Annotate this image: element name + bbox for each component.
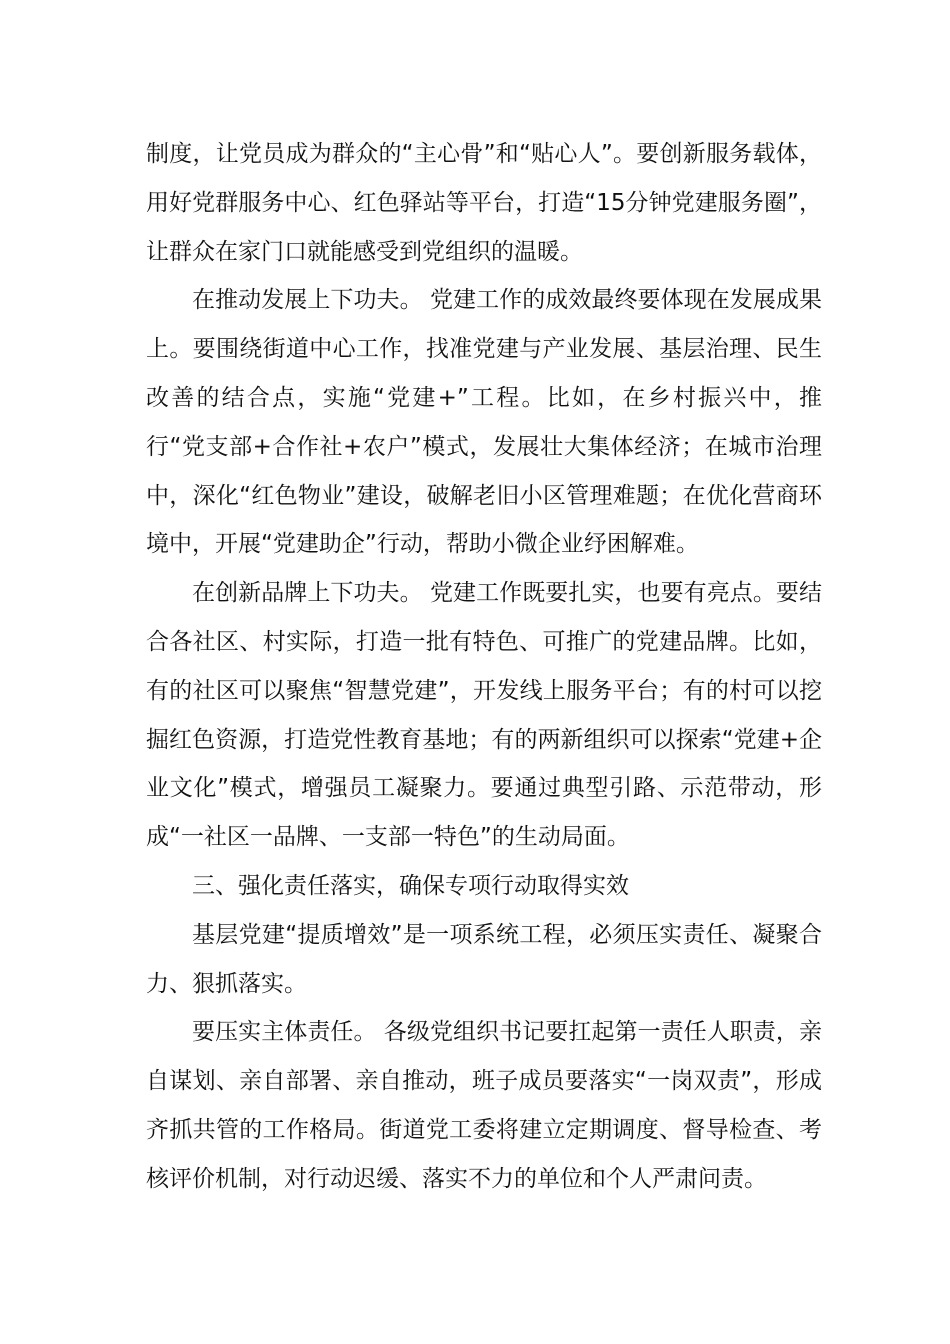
paragraph-2: 在推动发展上下功夫。 党建工作的成效最终要体现在发展成果上。要围绕街道中心工作，找准党建与产业发展、基层治理、民生改善的结合点，实施“党建+”工程。比如，在乡村振兴中，推行“党支部+合作社+农户”模式，发展壮大集体经济；在城市治理中，深化“红色物业”建设，破解老旧小区管理难题；在优化营商环境中，开展“党建助企”行动，帮助小微企业纾困解难。 [146, 287, 822, 558]
paragraph-4: 基层党建“提质增效”是一项系统工程，必须压实责任、凝聚合力、狠抓落实。 [146, 921, 822, 997]
document-body [146, 130, 822, 1204]
paragraph-3: 在创新品牌上下功夫。 党建工作既要扎实，也要有亮点。要结合各社区、村实际，打造一批有特色、可推广的党建品牌。比如，有的社区可以聚焦“智慧党建”，开发线上服务平台；有的村可以挖掘红色资源，打造党性教育基地；有的两新组织可以探索“党建+企业文化”模式，增强员工凝聚力。要通过典型引路、示范带动，形成“一社区一品牌、一支部一特色”的生动局面。 [146, 580, 822, 851]
paragraph-1: 制度，让党员成为群众的“主心骨”和“贴心人”。要创新服务载体，用好党群服务中心、红色驿站等平台，打造“15分钟党建服务圈”，让群众在家门口就能感受到党组织的温暖。 [146, 141, 822, 265]
paragraph-5: 要压实主体责任。 各级党组织书记要扛起第一责任人职责，亲自谋划、亲自部署、亲自推动，班子成员要落实“一岗双责”，形成齐抓共管的工作格局。街道党工委将建立定期调度、督导检查、考核评价机制，对行动迟缓、落实不力的单位和个人严肃问责。 [146, 1019, 822, 1192]
section-heading: 三、强化责任落实，确保专项行动取得实效 [192, 872, 629, 899]
